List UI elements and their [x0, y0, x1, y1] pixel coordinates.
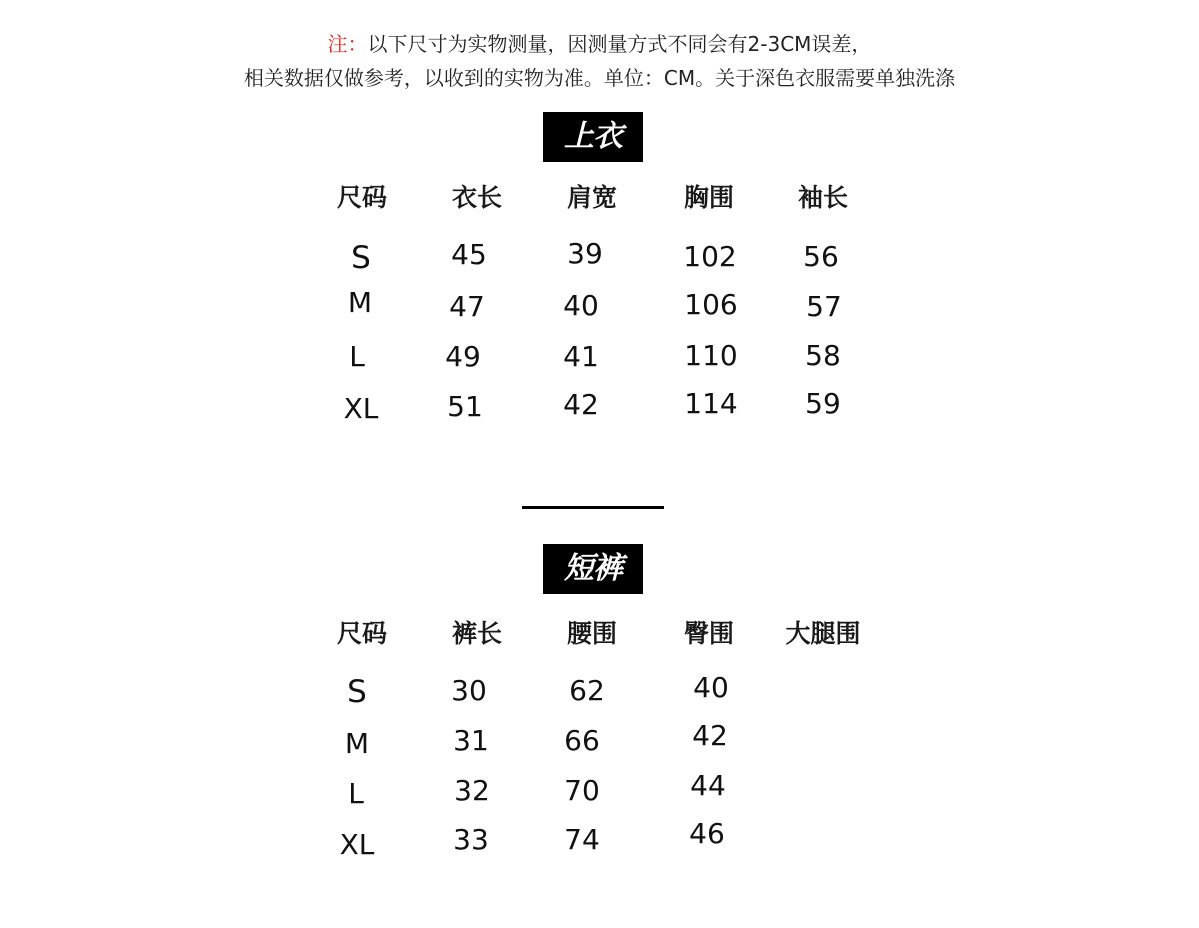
table-cell: 41: [563, 340, 599, 373]
table-cell: 102: [683, 240, 737, 273]
tops-header-chest: 胸围: [683, 183, 734, 212]
table-cell: 56: [803, 240, 839, 273]
table-cell: 40: [693, 671, 729, 704]
note-line-2: 相关数据仅做参考，以收到的实物为准。单位：CM。关于深色衣服需要单独洗涤: [243, 66, 956, 90]
tops-section-title: 上衣: [543, 112, 643, 162]
table-cell: 33: [453, 823, 489, 856]
table-cell: 62: [569, 674, 605, 707]
table-cell: 47: [449, 290, 485, 323]
tops-header-size: 尺码: [336, 183, 387, 212]
table-cell: 49: [445, 340, 481, 373]
table-cell: 45: [451, 238, 487, 271]
table-cell: 42: [563, 388, 599, 421]
table-cell: 51: [447, 390, 483, 423]
table-cell: 44: [690, 769, 726, 802]
note-prefix: 注：: [327, 32, 368, 56]
table-cell: 57: [806, 290, 842, 323]
tops-header-shoulder: 肩宽: [566, 183, 617, 212]
table-cell: L: [348, 777, 364, 810]
table-cell: 46: [689, 817, 725, 850]
table-cell: 70: [564, 774, 600, 807]
table-cell: 30: [451, 674, 487, 707]
table-cell: 40: [563, 289, 599, 322]
tops-header-length: 衣长: [451, 183, 502, 212]
table-cell: 66: [564, 724, 600, 757]
table-cell: L: [349, 340, 365, 373]
table-cell: M: [344, 727, 370, 760]
shorts-header-length: 裤长: [451, 619, 502, 648]
table-cell: XL: [343, 392, 379, 425]
table-cell: 58: [805, 339, 841, 372]
table-cell: 114: [684, 387, 738, 420]
table-cell: 39: [567, 237, 603, 270]
table-cell: 42: [692, 719, 728, 752]
shorts-header-hip: 臀围: [683, 619, 734, 648]
shorts-header-thigh: 大腿围: [785, 619, 861, 648]
section-divider: [522, 506, 664, 509]
table-cell: 110: [684, 339, 738, 372]
note-text-1: 以下尺寸为实物测量，因测量方式不同会有2-3CM误差，: [367, 32, 872, 56]
tops-header-sleeve: 袖长: [797, 183, 848, 212]
table-cell: 59: [805, 387, 841, 420]
table-cell: 31: [453, 724, 489, 757]
shorts-header-size: 尺码: [336, 619, 387, 648]
table-cell: M: [347, 286, 373, 319]
note-line-1: [0, 28, 1199, 57]
table-cell: 106: [684, 288, 738, 321]
table-cell: S: [347, 674, 367, 710]
shorts-section-title: 短裤: [543, 544, 643, 594]
table-cell: 32: [454, 774, 490, 807]
table-cell: S: [351, 240, 371, 276]
table-cell: XL: [339, 828, 375, 861]
table-cell: 74: [564, 823, 600, 856]
shorts-header-waist: 腰围: [566, 619, 617, 648]
